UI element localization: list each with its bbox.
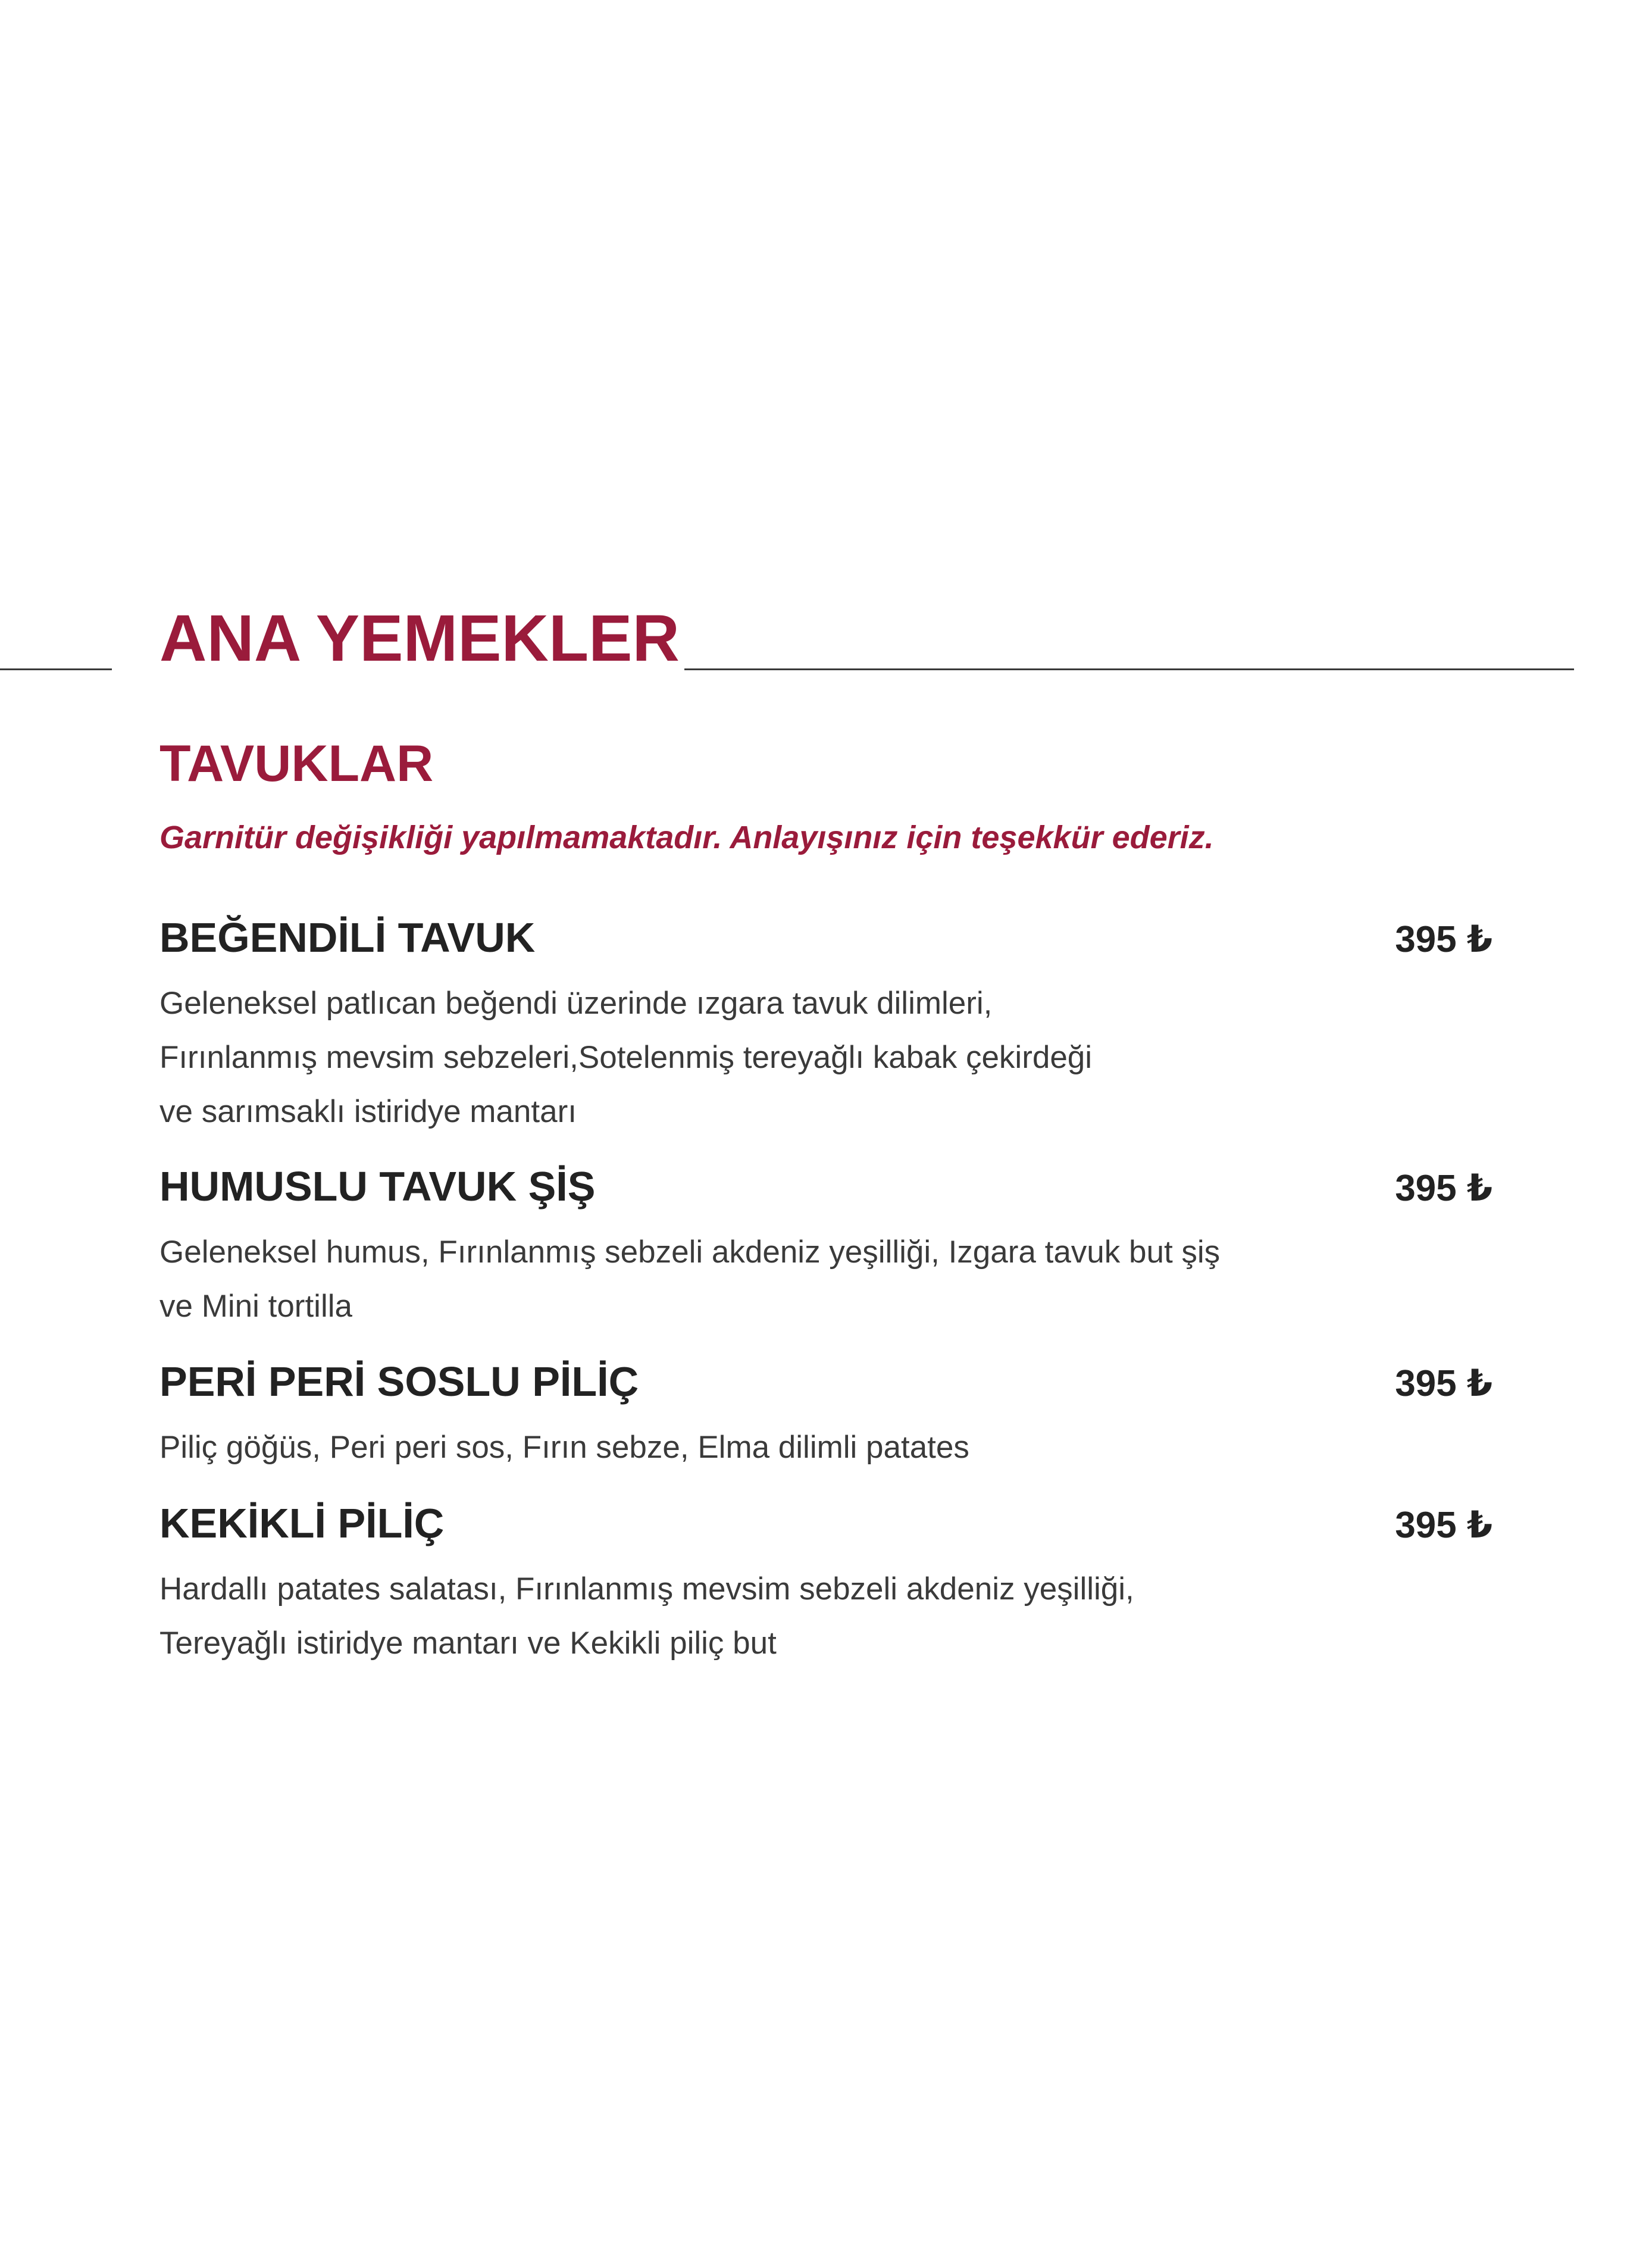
menu-item-description [159,1562,1350,1670]
menu-item-name: KEKİKLİ PİLİÇ [159,1500,445,1546]
category-title: TAVUKLAR [159,735,434,792]
title-rule-left [0,668,112,670]
menu-item-name: BEĞENDİLİ TAVUK [159,914,536,961]
description-line: ve sarımsaklı istiridye mantarı [159,1094,577,1129]
description-line: Fırınlanmış mevsim sebzeleri,Sotelenmiş tereyağlı kabak çekirdeği [159,1040,1093,1075]
description-line: ve Mini tortilla [159,1289,352,1324]
menu-item-description [159,1420,1350,1474]
section-title: ANA YEMEKLER [159,602,680,675]
description-line: Geleneksel patlıcan beğendi üzerinde ızgara tavuk dilimleri, [159,986,993,1021]
description-line: Piliç göğüs, Peri peri sos, Fırın sebze, Elma dilimli patates [159,1430,969,1465]
menu-item-price: 395 ₺ [1395,1505,1493,1546]
description-line: Tereyağlı istiridye mantarı ve Kekikli piliç but [159,1626,777,1661]
menu-item-name: HUMUSLU TAVUK ŞİŞ [159,1163,596,1210]
menu-item-description [159,976,1350,1139]
menu-item-price: 395 ₺ [1395,1168,1493,1209]
garnish-note: Garnitür değişikliği yapılmamaktadır. Anlayışınız için teşekkür ederiz. [159,820,1214,855]
description-line: Hardallı patates salatası, Fırınlanmış mevsim sebzeli akdeniz yeşilliği, [159,1571,1134,1607]
description-line: Geleneksel humus, Fırınlanmış sebzeli akdeniz yeşilliği, Izgara tavuk but şiş [159,1235,1221,1270]
menu-item-description [159,1225,1350,1333]
menu-item-name: PERİ PERİ SOSLU PİLİÇ [159,1358,639,1405]
title-rule-right [684,668,1574,670]
menu-item-price: 395 ₺ [1395,919,1493,960]
menu-item-price: 395 ₺ [1395,1363,1493,1404]
